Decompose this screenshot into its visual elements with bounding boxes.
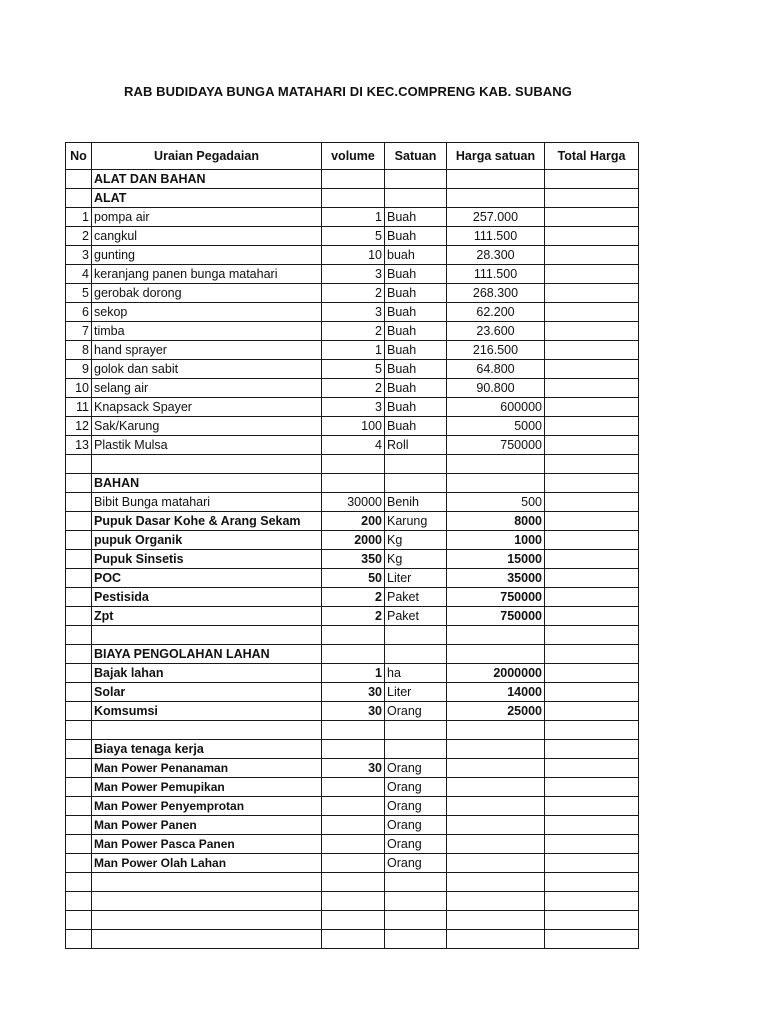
row-total: [545, 607, 639, 626]
row-description: Solar: [92, 683, 322, 702]
header-unit-price: Harga satuan: [447, 143, 545, 170]
row-unit: [385, 645, 447, 664]
row-total: [545, 645, 639, 664]
table-row: [66, 493, 639, 512]
row-unit: Buah: [385, 322, 447, 341]
row-description: Pupuk Sinsetis: [92, 550, 322, 569]
row-unit: Orang: [385, 778, 447, 797]
empty-row: [66, 626, 639, 645]
table-row: [66, 322, 639, 341]
row-unit: [385, 911, 447, 930]
row-description: [92, 721, 322, 740]
row-number: 1: [66, 208, 92, 227]
row-volume: [322, 930, 385, 949]
row-unit-price: [447, 474, 545, 493]
row-number: 9: [66, 360, 92, 379]
table-row: [66, 246, 639, 265]
row-number: [66, 455, 92, 474]
row-number: 12: [66, 417, 92, 436]
row-description: POC: [92, 569, 322, 588]
row-description: hand sprayer: [92, 341, 322, 360]
row-unit-price: [447, 816, 545, 835]
empty-row: [66, 721, 639, 740]
row-number: 2: [66, 227, 92, 246]
row-volume: 1: [322, 664, 385, 683]
table-row: [66, 550, 639, 569]
row-volume: [322, 474, 385, 493]
row-unit-price: [447, 873, 545, 892]
row-volume: [322, 835, 385, 854]
row-unit: Buah: [385, 208, 447, 227]
row-unit-price: 15000: [447, 550, 545, 569]
row-description: Man Power Olah Lahan: [92, 854, 322, 873]
row-unit: Buah: [385, 360, 447, 379]
row-unit-price: [447, 626, 545, 645]
header-total: Total Harga: [545, 143, 639, 170]
row-unit-price: 62.200: [447, 303, 545, 322]
row-unit-price: [447, 892, 545, 911]
row-description: Man Power Panen: [92, 816, 322, 835]
row-number: [66, 645, 92, 664]
budget-table: [65, 142, 639, 949]
table-row: [66, 588, 639, 607]
row-number: [66, 626, 92, 645]
row-volume: 1: [322, 208, 385, 227]
row-description: Bibit Bunga matahari: [92, 493, 322, 512]
row-number: [66, 835, 92, 854]
row-volume: 30: [322, 702, 385, 721]
row-unit-price: 268.300: [447, 284, 545, 303]
row-unit-price: [447, 740, 545, 759]
row-total: [545, 569, 639, 588]
row-total: [545, 284, 639, 303]
row-unit: [385, 873, 447, 892]
row-volume: [322, 854, 385, 873]
table-body: [66, 170, 639, 949]
row-volume: [322, 170, 385, 189]
row-unit-price: [447, 930, 545, 949]
header-description: Uraian Pegadaian: [92, 143, 322, 170]
row-number: [66, 189, 92, 208]
row-description: Sak/Karung: [92, 417, 322, 436]
row-description: [92, 626, 322, 645]
row-total: [545, 170, 639, 189]
row-unit: Buah: [385, 284, 447, 303]
row-number: [66, 778, 92, 797]
row-number: [66, 854, 92, 873]
table-row: [66, 398, 639, 417]
row-volume: 2: [322, 284, 385, 303]
row-unit-price: [447, 759, 545, 778]
empty-row: [66, 911, 639, 930]
row-total: [545, 626, 639, 645]
row-volume: 3: [322, 303, 385, 322]
row-unit: [385, 455, 447, 474]
row-unit-price: 257.000: [447, 208, 545, 227]
row-volume: [322, 873, 385, 892]
table-row: [66, 512, 639, 531]
table-row: [66, 797, 639, 816]
row-volume: 30000: [322, 493, 385, 512]
empty-row: [66, 455, 639, 474]
row-unit-price: 750000: [447, 607, 545, 626]
row-total: [545, 759, 639, 778]
row-number: 3: [66, 246, 92, 265]
row-unit: Buah: [385, 227, 447, 246]
section-title: BAHAN: [92, 474, 322, 493]
row-unit-price: 2000000: [447, 664, 545, 683]
table-row: [66, 835, 639, 854]
row-number: [66, 911, 92, 930]
row-volume: [322, 778, 385, 797]
row-description: golok dan sabit: [92, 360, 322, 379]
row-unit-price: 14000: [447, 683, 545, 702]
row-description: Pestisida: [92, 588, 322, 607]
row-description: [92, 892, 322, 911]
row-description: [92, 911, 322, 930]
row-total: [545, 246, 639, 265]
row-number: 8: [66, 341, 92, 360]
row-total: [545, 835, 639, 854]
row-unit: Benih: [385, 493, 447, 512]
row-unit-price: 500: [447, 493, 545, 512]
section-title: ALAT: [92, 189, 322, 208]
row-unit-price: 64.800: [447, 360, 545, 379]
row-volume: [322, 626, 385, 645]
row-total: [545, 265, 639, 284]
row-volume: 2000: [322, 531, 385, 550]
section-title: BIAYA PENGOLAHAN LAHAN: [92, 645, 322, 664]
row-volume: 4: [322, 436, 385, 455]
row-unit: [385, 740, 447, 759]
table-row: [66, 360, 639, 379]
row-total: [545, 322, 639, 341]
row-unit-price: 90.800: [447, 379, 545, 398]
row-unit: Liter: [385, 683, 447, 702]
row-unit: Buah: [385, 417, 447, 436]
row-unit: Buah: [385, 341, 447, 360]
table-row: [66, 854, 639, 873]
row-volume: [322, 740, 385, 759]
row-number: [66, 797, 92, 816]
row-number: [66, 474, 92, 493]
row-unit: Buah: [385, 303, 447, 322]
row-number: [66, 873, 92, 892]
empty-row: [66, 930, 639, 949]
row-number: [66, 569, 92, 588]
section-row: [66, 645, 639, 664]
row-total: [545, 531, 639, 550]
row-number: 6: [66, 303, 92, 322]
row-description: [92, 455, 322, 474]
row-volume: [322, 645, 385, 664]
table-row: [66, 417, 639, 436]
row-volume: 3: [322, 265, 385, 284]
row-total: [545, 797, 639, 816]
header-row: [66, 143, 639, 170]
table-row: [66, 284, 639, 303]
row-total: [545, 740, 639, 759]
row-unit-price: [447, 911, 545, 930]
row-number: 4: [66, 265, 92, 284]
empty-row: [66, 892, 639, 911]
row-number: [66, 702, 92, 721]
row-unit-price: [447, 455, 545, 474]
row-total: [545, 911, 639, 930]
row-unit-price: [447, 835, 545, 854]
table-row: [66, 759, 639, 778]
row-unit-price: 111.500: [447, 227, 545, 246]
row-unit: Orang: [385, 835, 447, 854]
row-number: [66, 740, 92, 759]
row-unit: [385, 474, 447, 493]
row-volume: [322, 892, 385, 911]
row-unit: [385, 189, 447, 208]
row-volume: [322, 816, 385, 835]
row-unit: Orang: [385, 854, 447, 873]
section-title: ALAT DAN BAHAN: [92, 170, 322, 189]
row-number: 11: [66, 398, 92, 417]
header-no: No: [66, 143, 92, 170]
row-number: [66, 892, 92, 911]
row-number: [66, 170, 92, 189]
row-unit-price: [447, 645, 545, 664]
row-unit: Buah: [385, 398, 447, 417]
header-unit: Satuan: [385, 143, 447, 170]
row-volume: 50: [322, 569, 385, 588]
section-row: [66, 189, 639, 208]
row-unit-price: 8000: [447, 512, 545, 531]
section-row: [66, 740, 639, 759]
row-total: [545, 360, 639, 379]
row-volume: [322, 797, 385, 816]
row-description: Man Power Penyemprotan: [92, 797, 322, 816]
row-number: [66, 607, 92, 626]
row-volume: 200: [322, 512, 385, 531]
row-number: [66, 512, 92, 531]
header-volume: volume: [322, 143, 385, 170]
table-row: [66, 379, 639, 398]
table-row: [66, 227, 639, 246]
row-volume: 10: [322, 246, 385, 265]
row-volume: [322, 721, 385, 740]
row-total: [545, 398, 639, 417]
row-unit-price: 5000: [447, 417, 545, 436]
row-description: Man Power Pemupikan: [92, 778, 322, 797]
row-total: [545, 854, 639, 873]
table-row: [66, 778, 639, 797]
row-volume: 350: [322, 550, 385, 569]
row-total: [545, 474, 639, 493]
row-number: [66, 664, 92, 683]
row-unit-price: 600000: [447, 398, 545, 417]
table-row: [66, 664, 639, 683]
row-number: [66, 759, 92, 778]
row-volume: [322, 455, 385, 474]
table-row: [66, 569, 639, 588]
row-unit: Orang: [385, 702, 447, 721]
row-description: keranjang panen bunga matahari: [92, 265, 322, 284]
row-volume: 30: [322, 759, 385, 778]
row-total: [545, 816, 639, 835]
row-total: [545, 721, 639, 740]
table-row: [66, 303, 639, 322]
row-unit: ha: [385, 664, 447, 683]
row-total: [545, 550, 639, 569]
table-row: [66, 683, 639, 702]
row-total: [545, 379, 639, 398]
row-volume: 2: [322, 588, 385, 607]
row-number: [66, 721, 92, 740]
empty-row: [66, 873, 639, 892]
row-unit-price: 750000: [447, 436, 545, 455]
row-total: [545, 303, 639, 322]
row-unit-price: [447, 797, 545, 816]
row-description: Zpt: [92, 607, 322, 626]
row-unit: buah: [385, 246, 447, 265]
row-unit-price: 28.300: [447, 246, 545, 265]
row-number: 5: [66, 284, 92, 303]
table-row: [66, 265, 639, 284]
row-total: [545, 455, 639, 474]
row-unit: Kg: [385, 550, 447, 569]
row-total: [545, 664, 639, 683]
row-volume: 2: [322, 322, 385, 341]
row-volume: 100: [322, 417, 385, 436]
row-description: pompa air: [92, 208, 322, 227]
table-row: [66, 436, 639, 455]
row-total: [545, 588, 639, 607]
row-unit-price: [447, 778, 545, 797]
row-volume: [322, 189, 385, 208]
row-volume: 5: [322, 360, 385, 379]
row-total: [545, 189, 639, 208]
row-unit-price: [447, 189, 545, 208]
document-title: RAB BUDIDAYA BUNGA MATAHARI DI KEC.COMPRENG KAB. SUBANG: [124, 84, 572, 99]
row-description: Knapsack Spayer: [92, 398, 322, 417]
section-row: [66, 170, 639, 189]
row-description: timba: [92, 322, 322, 341]
row-unit-price: 25000: [447, 702, 545, 721]
row-volume: 5: [322, 227, 385, 246]
row-description: [92, 873, 322, 892]
row-number: 7: [66, 322, 92, 341]
row-unit: Kg: [385, 531, 447, 550]
row-description: sekop: [92, 303, 322, 322]
row-unit-price: [447, 854, 545, 873]
row-number: [66, 930, 92, 949]
section-title: Biaya tenaga kerja: [92, 740, 322, 759]
row-description: cangkul: [92, 227, 322, 246]
row-total: [545, 417, 639, 436]
row-unit: Paket: [385, 588, 447, 607]
row-total: [545, 436, 639, 455]
row-total: [545, 930, 639, 949]
row-volume: 3: [322, 398, 385, 417]
table-row: [66, 208, 639, 227]
row-description: pupuk Organik: [92, 531, 322, 550]
row-description: Komsumsi: [92, 702, 322, 721]
row-total: [545, 341, 639, 360]
section-row: [66, 474, 639, 493]
row-volume: 30: [322, 683, 385, 702]
row-unit: Karung: [385, 512, 447, 531]
row-description: gerobak dorong: [92, 284, 322, 303]
row-unit: Paket: [385, 607, 447, 626]
row-total: [545, 892, 639, 911]
row-unit: Orang: [385, 759, 447, 778]
row-description: selang air: [92, 379, 322, 398]
row-description: Man Power Pasca Panen: [92, 835, 322, 854]
row-unit-price: [447, 721, 545, 740]
row-unit: [385, 930, 447, 949]
table-row: [66, 702, 639, 721]
row-total: [545, 873, 639, 892]
table-row: [66, 531, 639, 550]
row-number: [66, 493, 92, 512]
row-number: 10: [66, 379, 92, 398]
row-volume: [322, 911, 385, 930]
row-total: [545, 493, 639, 512]
row-unit-price: 35000: [447, 569, 545, 588]
row-unit: Buah: [385, 379, 447, 398]
table-row: [66, 607, 639, 626]
row-total: [545, 512, 639, 531]
row-number: [66, 550, 92, 569]
row-description: Man Power Penanaman: [92, 759, 322, 778]
row-unit-price: [447, 170, 545, 189]
row-unit-price: 1000: [447, 531, 545, 550]
row-description: Plastik Mulsa: [92, 436, 322, 455]
row-volume: 2: [322, 379, 385, 398]
row-description: [92, 930, 322, 949]
row-description: Pupuk Dasar Kohe & Arang Sekam: [92, 512, 322, 531]
row-number: [66, 531, 92, 550]
row-unit-price: 750000: [447, 588, 545, 607]
row-unit: [385, 721, 447, 740]
row-total: [545, 778, 639, 797]
row-total: [545, 702, 639, 721]
row-number: 13: [66, 436, 92, 455]
table-row: [66, 816, 639, 835]
row-number: [66, 683, 92, 702]
row-unit: Liter: [385, 569, 447, 588]
row-volume: 1: [322, 341, 385, 360]
row-unit: Orang: [385, 797, 447, 816]
row-description: Bajak lahan: [92, 664, 322, 683]
row-unit: Buah: [385, 265, 447, 284]
row-unit-price: 216.500: [447, 341, 545, 360]
row-number: [66, 816, 92, 835]
row-unit-price: 23.600: [447, 322, 545, 341]
row-unit: Roll: [385, 436, 447, 455]
row-description: gunting: [92, 246, 322, 265]
row-total: [545, 683, 639, 702]
row-unit: [385, 892, 447, 911]
row-unit: [385, 170, 447, 189]
row-total: [545, 227, 639, 246]
row-number: [66, 588, 92, 607]
row-total: [545, 208, 639, 227]
row-unit: Orang: [385, 816, 447, 835]
table-row: [66, 341, 639, 360]
row-unit-price: 111.500: [447, 265, 545, 284]
row-unit: [385, 626, 447, 645]
row-volume: 2: [322, 607, 385, 626]
